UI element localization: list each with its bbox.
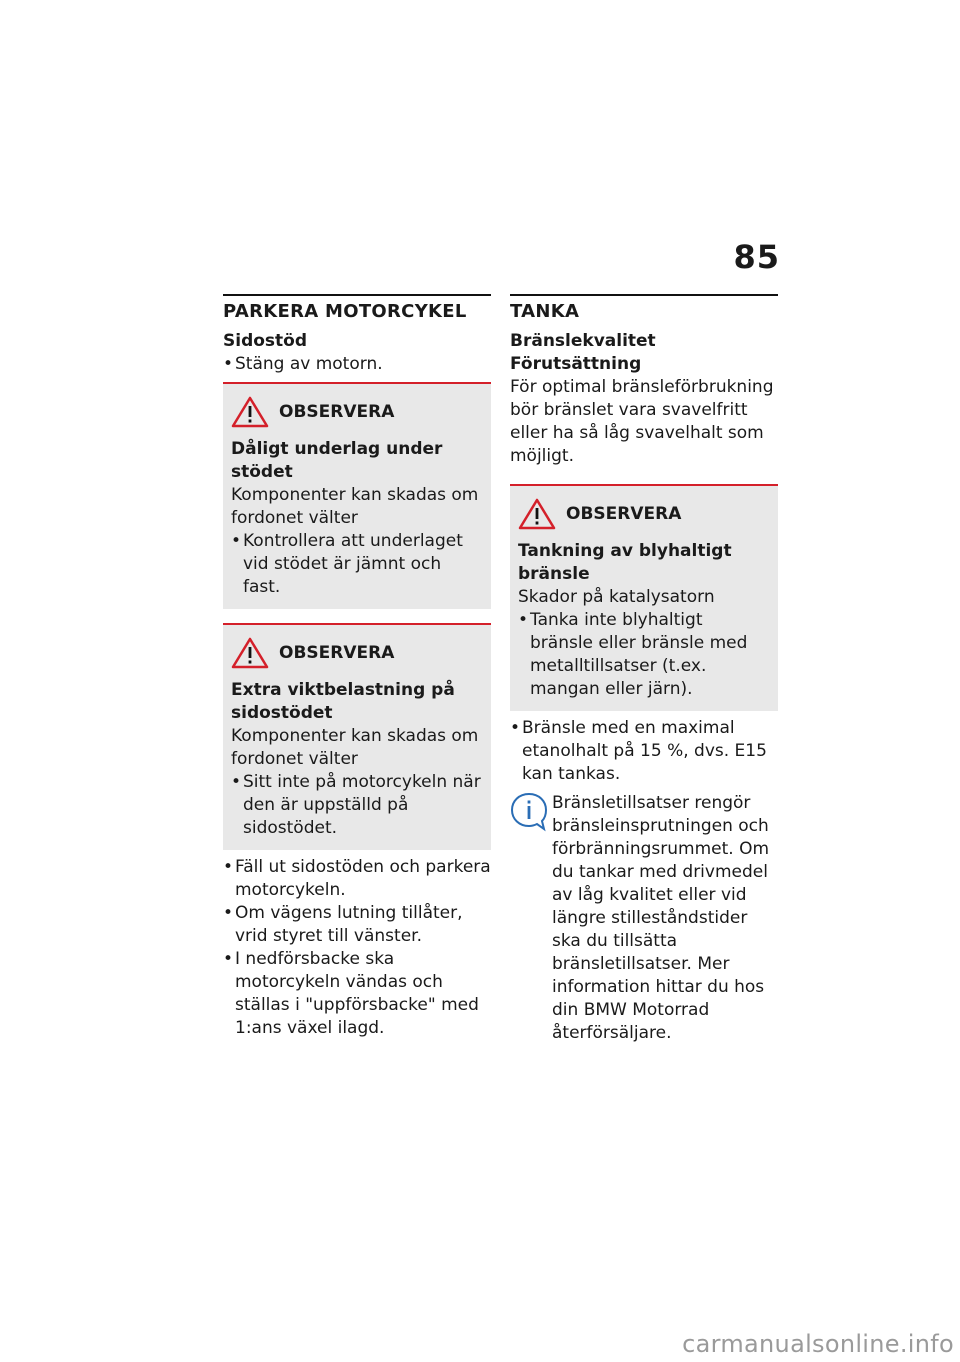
notice-header [518,494,770,534]
warning-triangle-icon [231,395,269,429]
notice-title: Tankning av blyhaltigt bränsle [518,541,732,584]
warning-triangle-icon [231,636,269,670]
notice-title: Extra viktbelastning på sidostödet [231,680,455,723]
sub-title: Bränslekvalitet [510,331,656,351]
warning-triangle-icon [518,497,556,531]
prereq-text: För optimal bränsleförbrukning bör bränslet vara svavelfritt eller ha så låg svavelhalt som möjligt. [510,377,774,466]
sub-title: Sidostöd [223,331,308,351]
info-text: Bränsletillsatser rengör bränsleinsprutningen och förbränningsrummet. Om du tankar med drivmedel av låg kvalitet eller vid längre stilleståndstider ska du tillsätta bränsletillsatser. Mer information hittar du hos din BMW Motorrad återförsäljare. [552,793,770,1043]
step: • Om vägens lutning tillåter, vrid styret till vänster. [223,902,491,948]
step: • Stäng av motorn. [223,353,491,376]
section-title: TANKA [510,301,580,322]
right-column [510,294,778,1045]
notice-text: Skador på katalysatorn [518,587,715,607]
section-rule [510,294,778,296]
notice-header [231,392,483,432]
page-number: 85 [733,238,780,276]
left-column [223,294,491,1040]
info-note [510,792,778,1045]
step: • Bränsle med en maximal etanolhalt på 15 %, dvs. E15 kan tankas. [510,717,778,786]
notice-header [231,633,483,673]
warning-notice [510,484,778,711]
notice-text: Komponenter kan skadas om fordonet välter [231,726,479,769]
notice-label: OBSERVERA [566,504,682,524]
step: • Fäll ut sidostöden och parkera motorcykeln. [223,856,491,902]
step: • I nedförsbacke ska motorcykeln vändas och ställas i "uppförsbacke" med 1:ans växel ilagd. [223,948,491,1040]
notice-label: OBSERVERA [279,643,395,663]
footer-watermark: carmanualsonline.info [682,1330,954,1358]
section-rule [223,294,491,296]
warning-notice [223,623,491,850]
info-icon [510,792,548,832]
notice-bullet: • Sitt inte på motorcykeln när den är uppställd på sidostödet. [231,771,483,840]
warning-notice [223,382,491,609]
prereq-title: Förutsättning [510,354,642,374]
notice-label: OBSERVERA [279,402,395,422]
notice-bullet: • Kontrollera att underlaget vid stödet är jämnt och fast. [231,530,483,599]
notice-title: Dåligt underlag under stödet [231,439,443,482]
section-title: PARKERA MOTORCYKEL [223,301,467,322]
notice-text: Komponenter kan skadas om fordonet välter [231,485,479,528]
notice-bullet: • Tanka inte blyhaltigt bränsle eller bränsle med metalltillsatser (t.ex. mangan eller järn). [518,609,770,701]
